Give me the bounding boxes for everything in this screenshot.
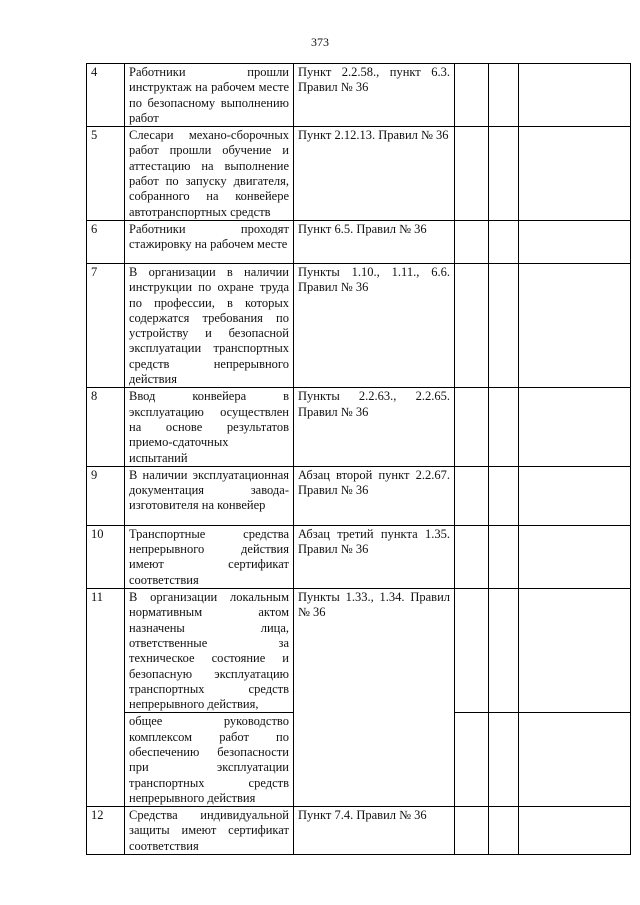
row-number: 10 [87, 525, 125, 588]
answer-cell-yes[interactable] [455, 713, 489, 807]
answer-cell-no[interactable] [489, 64, 519, 127]
answer-cell-no[interactable] [489, 589, 519, 713]
requirement-cell: Слесари механо-сборочных работ прошли обучение и аттестацию на выполнение работ по запуску двигателя, собранного на конвейере автотранспортных средств [125, 127, 294, 221]
answer-cell-no[interactable] [489, 713, 519, 807]
answer-cell-no[interactable] [489, 263, 519, 387]
table-row [87, 220, 631, 263]
answer-cell-yes[interactable] [455, 220, 489, 263]
requirement-cell: Работники прошли инструктаж на рабочем месте по безопасному выполнению работ [125, 64, 294, 127]
notes-cell[interactable] [519, 807, 631, 855]
row-number: 11 [87, 589, 125, 807]
table-row [87, 388, 631, 466]
answer-cell-yes[interactable] [455, 127, 489, 221]
requirement-cell: общее руководство комплексом работ по обеспечению безопасности при эксплуатации транспортных средств непрерывного действия [125, 713, 294, 807]
requirement-cell: В наличии эксплуатационная документация завода-изготовителя на конвейер [125, 466, 294, 525]
row-number: 8 [87, 388, 125, 466]
notes-cell[interactable] [519, 127, 631, 221]
table-row [87, 466, 631, 525]
table-row [87, 263, 631, 387]
answer-cell-yes[interactable] [455, 388, 489, 466]
table-row [87, 589, 631, 713]
requirement-cell: Ввод конвейера в эксплуатацию осуществлен на основе результатов приемо-сдаточных испытаний [125, 388, 294, 466]
page-number: 373 [311, 35, 329, 49]
notes-cell[interactable] [519, 466, 631, 525]
row-number: 7 [87, 263, 125, 387]
answer-cell-yes[interactable] [455, 64, 489, 127]
reference-cell: Пункты 1.33., 1.34. Правил № 36 [294, 589, 455, 807]
reference-cell: Пункт 2.12.13. Правил № 36 [294, 127, 455, 221]
answer-cell-yes[interactable] [455, 807, 489, 855]
requirement-cell: Работники проходят стажировку на рабочем месте [125, 220, 294, 263]
row-number: 4 [87, 64, 125, 127]
row-number: 6 [87, 220, 125, 263]
table-row [87, 525, 631, 588]
row-number: 12 [87, 807, 125, 855]
requirement-cell: В организации локальным нормативным актом назначены лица, ответственные за техническое состояние и безопасную эксплуатацию транспортных средств непрерывного действия, [125, 589, 294, 713]
notes-cell[interactable] [519, 388, 631, 466]
answer-cell-no[interactable] [489, 525, 519, 588]
row-number: 9 [87, 466, 125, 525]
requirement-cell: Транспортные средства непрерывного действия имеют сертификат соответствия [125, 525, 294, 588]
notes-cell[interactable] [519, 263, 631, 387]
notes-cell[interactable] [519, 713, 631, 807]
reference-cell: Пункты 1.10., 1.11., 6.6. Правил № 36 [294, 263, 455, 387]
answer-cell-no[interactable] [489, 466, 519, 525]
reference-cell: Пункты 2.2.63., 2.2.65. Правил № 36 [294, 388, 455, 466]
requirement-cell: Средства индивидуальной защиты имеют сертификат соответствия [125, 807, 294, 855]
notes-cell[interactable] [519, 525, 631, 588]
notes-cell[interactable] [519, 220, 631, 263]
notes-cell[interactable] [519, 589, 631, 713]
answer-cell-yes[interactable] [455, 525, 489, 588]
reference-cell: Абзац второй пункт 2.2.67. Правил № 36 [294, 466, 455, 525]
answer-cell-no[interactable] [489, 807, 519, 855]
table-row [87, 64, 631, 127]
answer-cell-no[interactable] [489, 220, 519, 263]
requirement-cell: В организации в наличии инструкции по охране труда по профессии, в которых содержатся требования по устройству и безопасной эксплуатации транспортных средств непрерывного действия [125, 263, 294, 387]
reference-cell: Пункт 7.4. Правил № 36 [294, 807, 455, 855]
reference-cell: Пункт 6.5. Правил № 36 [294, 220, 455, 263]
answer-cell-yes[interactable] [455, 263, 489, 387]
checklist-table [86, 63, 631, 855]
answer-cell-yes[interactable] [455, 466, 489, 525]
answer-cell-no[interactable] [489, 127, 519, 221]
answer-cell-no[interactable] [489, 388, 519, 466]
notes-cell[interactable] [519, 64, 631, 127]
table-row [87, 127, 631, 221]
reference-cell: Пункт 2.2.58., пункт 6.3. Правил № 36 [294, 64, 455, 127]
row-number: 5 [87, 127, 125, 221]
reference-cell: Абзац третий пункта 1.35. Правил № 36 [294, 525, 455, 588]
answer-cell-yes[interactable] [455, 589, 489, 713]
table-row [87, 807, 631, 855]
